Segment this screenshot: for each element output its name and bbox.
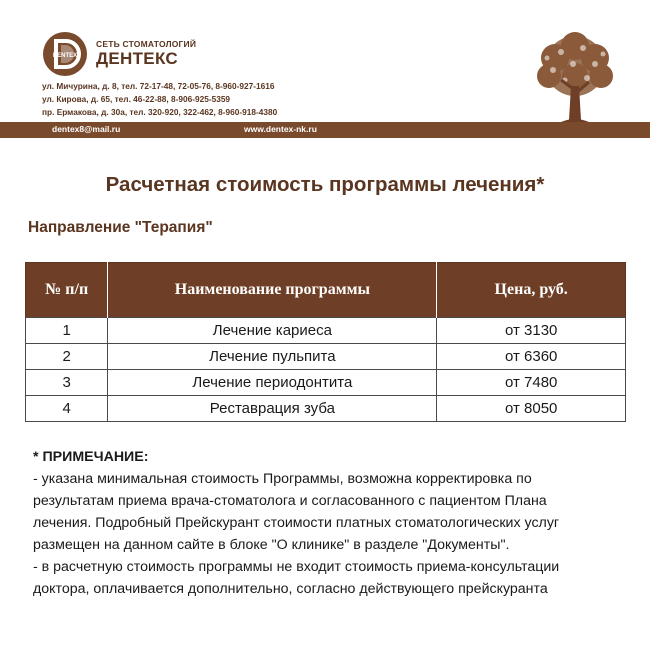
row-number: 4 <box>26 396 108 422</box>
dentex-logo <box>42 31 88 77</box>
brand-subtitle: СЕТЬ СТОМАТОЛОГИЙ <box>96 39 197 49</box>
footnote-line: размещен на данном сайте в блоке "О клинике" в разделе "Документы". <box>33 537 510 553</box>
program-price: от 7480 <box>437 370 626 396</box>
column-header-number: № п/п <box>26 263 108 318</box>
footnote <box>33 446 633 600</box>
program-name: Лечение кариеса <box>108 318 437 344</box>
program-name: Лечение пульпита <box>108 344 437 370</box>
program-price: от 3130 <box>437 318 626 344</box>
program-name: Реставрация зуба <box>108 396 437 422</box>
column-header-price: Цена, руб. <box>437 263 626 318</box>
column-header-program: Наименование программы <box>108 263 437 318</box>
row-number: 2 <box>26 344 108 370</box>
table-row <box>26 318 626 344</box>
program-name: Лечение периодонтита <box>108 370 437 396</box>
table-row <box>26 370 626 396</box>
price-table <box>25 262 626 422</box>
table-row <box>26 344 626 370</box>
address-line-3: пр. Ермакова, д. 30а, тел. 320-920, 322-462, 8-960-918-4380 <box>42 107 278 117</box>
email-link[interactable]: dentex8@mail.ru <box>52 124 121 134</box>
letterhead <box>0 0 650 140</box>
section-subtitle: Направление "Терапия" <box>28 219 213 236</box>
address-line-1: ул. Мичурина, д. 8, тел. 72-17-48, 72-05-76, 8-960-927-1616 <box>42 81 275 91</box>
footnote-line: - указана минимальная стоимость Программы, возможна корректировка по <box>33 471 532 487</box>
footnote-line: - в расчетную стоимость программы не входит стоимость приема-консультации <box>33 559 560 575</box>
page-title: Расчетная стоимость программы лечения* <box>105 173 545 196</box>
row-number: 3 <box>26 370 108 396</box>
footnote-line: результатам приема врача-стоматолога и согласованного с пациентом Плана <box>33 493 547 509</box>
logo-text: DENTEX <box>52 53 78 59</box>
footnote-heading: * ПРИМЕЧАНИЕ: <box>33 449 149 465</box>
brand-name: ДЕНТЕКС <box>96 49 178 68</box>
table-row <box>26 396 626 422</box>
row-number: 1 <box>26 318 108 344</box>
tree-icon <box>525 28 625 128</box>
table-header-row <box>26 263 626 318</box>
footnote-line: доктора, оплачивается дополнительно, согласно действующего прейскуранта <box>33 581 548 597</box>
program-price: от 6360 <box>437 344 626 370</box>
program-price: от 8050 <box>437 396 626 422</box>
footnote-line: лечения. Подробный Прейскурант стоимости платных стоматологических услуг <box>33 515 560 531</box>
website-link[interactable]: www.dentex-nk.ru <box>244 124 317 134</box>
address-line-2: ул. Кирова, д. 65, тел. 46-22-88, 8-906-925-5359 <box>42 94 231 104</box>
